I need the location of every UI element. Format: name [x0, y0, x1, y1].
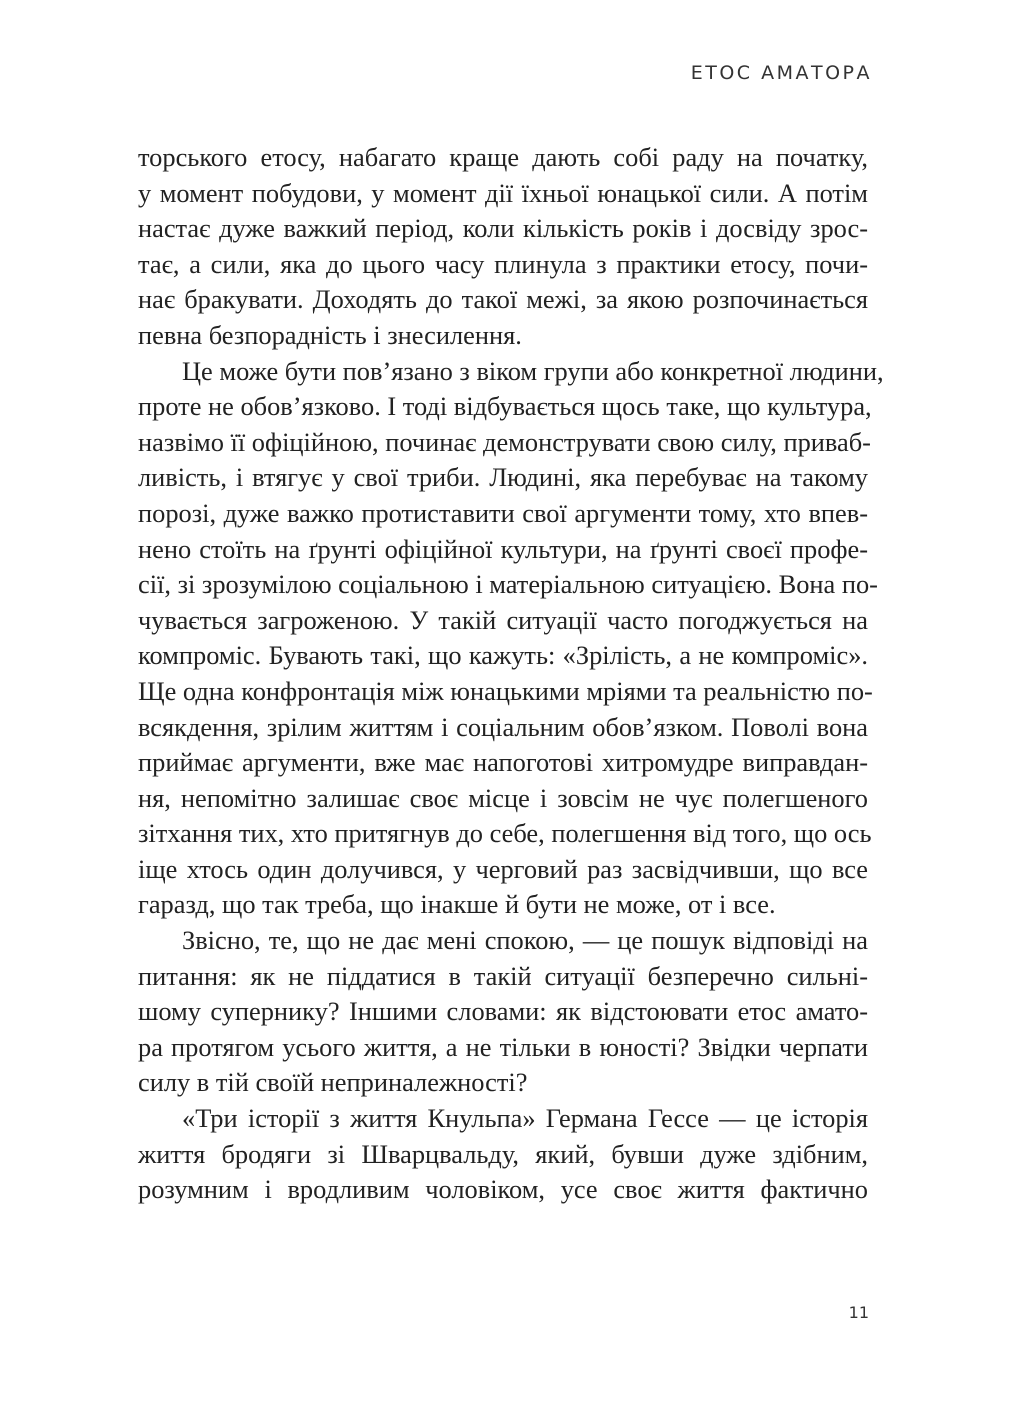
text-line: розумним і вродливим чоловіком, усе своє життя фактично — [138, 1174, 868, 1205]
text-line: питання: як не піддатися в такій ситуації безперечно сильні- — [138, 960, 868, 991]
text-line: ра протягом усього життя, а не тільки в юності? Звідки черпати — [138, 1031, 868, 1062]
text-line: всякдення, зрілим життям і соціальним обов’язком. Поволі вона — [138, 711, 868, 742]
page-number: 11 — [848, 1303, 869, 1322]
text-line: зітхання тих, хто притягнув до себе, полегшення від того, що ось — [138, 818, 872, 849]
text-line: у момент побудови, у момент дії їхньої юнацької сили. А потім — [138, 177, 868, 208]
text-line: шому супернику? Іншими словами: як відстоювати етос амато- — [138, 996, 868, 1027]
paragraph — [138, 140, 868, 354]
text-line: тає, а сили, яка до цього часу плинула з практики етосу, почи- — [138, 248, 868, 279]
text-line: певна безпорадність і знесилення. — [138, 319, 522, 350]
body-text — [138, 140, 884, 1208]
paragraph — [138, 1101, 868, 1208]
text-line: ня, непомітно залишає своє місце і зовсім не чує полегшеного — [138, 782, 868, 813]
text-line: нено стоїть на ґрунті офіційної культури, на ґрунті своєї профе- — [138, 533, 868, 564]
text-line: ливість, і втягує у свої триби. Людині, яка перебуває на такому — [138, 462, 868, 493]
text-line: настає дуже важкий період, коли кількість років і досвіду зрос- — [138, 213, 868, 244]
text-line: компроміс. Бувають такі, що кажуть: «Зрілість, а не компроміс». — [138, 640, 868, 671]
text-line: Ще одна конфронтація між юнацькими мріями та реальністю по- — [138, 675, 873, 706]
text-line: «Три історії з життя Кнульпа» Германа Гессе — це історія — [182, 1103, 868, 1134]
text-line: сії, зі зрозумілою соціальною і матеріальною ситуацією. Вона по- — [138, 569, 878, 600]
text-line: іще хтось один долучився, у черговий раз засвідчивши, що все — [138, 853, 868, 884]
running-title: ЕТОС АМАТОРА — [690, 62, 872, 84]
text-line: нає бракувати. Доходять до такої межі, за якою розпочинається — [138, 284, 868, 315]
text-line: назвімо її офіційною, починає демонструвати свою силу, приваб- — [138, 426, 871, 457]
paragraph — [138, 354, 884, 924]
text-line: Це може бути пов’язано з віком групи або конкретної людини, — [182, 355, 884, 386]
text-line: гаразд, що так треба, що інакше й бути не може, от і все. — [138, 889, 776, 920]
paragraph — [138, 923, 868, 1101]
text-line: проте не обов’язково. І тоді відбувається щось таке, що культура, — [138, 391, 872, 422]
text-line: чувається загроженою. У такій ситуації часто погоджується на — [138, 604, 868, 635]
text-line: порозі, дуже важко протиставити свої аргументи тому, хто впев- — [138, 497, 868, 528]
text-line: торського етосу, набагато краще дають собі раду на початку, — [138, 142, 868, 172]
text-line: силу в тій своїй неприналежності? — [138, 1067, 528, 1098]
text-line: приймає аргументи, вже має напоготові хитромудре виправдан- — [138, 747, 868, 778]
text-line: життя бродяги зі Шварцвальду, який, бувши дуже здібним, — [138, 1138, 868, 1169]
text-line: Звісно, те, що не дає мені спокою, — це пошук відповіді на — [182, 925, 868, 956]
